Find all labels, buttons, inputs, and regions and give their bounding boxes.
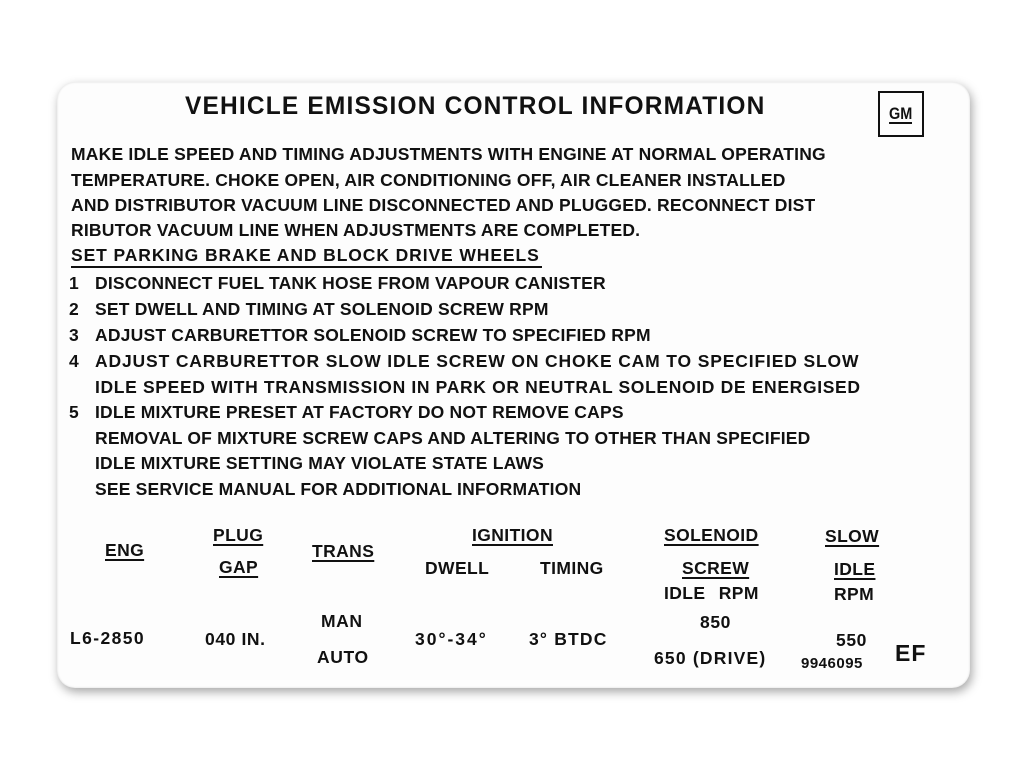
step-2-text: SET DWELL AND TIMING AT SOLENOID SCREW RPM bbox=[95, 299, 549, 319]
intro-line-3: AND DISTRIBUTOR VACUUM LINE DISCONNECTED AND PLUGGED. RECONNECT DIST bbox=[71, 195, 816, 215]
header-gap: GAP bbox=[219, 557, 259, 577]
warning-heading: SET PARKING BRAKE AND BLOCK DRIVE WHEELS bbox=[71, 244, 542, 268]
part-number: 9946095 bbox=[801, 655, 863, 672]
value-solenoid-auto: 650 (DRIVE) bbox=[654, 648, 767, 668]
header-timing: TIMING bbox=[540, 558, 604, 578]
step-4-number: 4 bbox=[69, 351, 79, 371]
gm-logo-text: GM bbox=[889, 103, 913, 123]
step-5-text-line-2: REMOVAL OF MIXTURE SCREW CAPS AND ALTERING TO OTHER THAN SPECIFIED bbox=[95, 428, 811, 448]
step-1-number: 1 bbox=[69, 273, 79, 293]
header-eng: ENG bbox=[105, 540, 145, 560]
value-trans-man: MAN bbox=[321, 611, 363, 631]
step-1-text: DISCONNECT FUEL TANK HOSE FROM VAPOUR CANISTER bbox=[95, 273, 606, 293]
label-code: EF bbox=[895, 640, 927, 666]
header-screw: SCREW bbox=[682, 558, 750, 578]
step-5-text-line-3: IDLE MIXTURE SETTING MAY VIOLATE STATE LAWS bbox=[95, 453, 545, 473]
header-solenoid-idle-rpm: IDLE RPM bbox=[664, 583, 759, 603]
step-2-number: 2 bbox=[69, 299, 79, 319]
intro-line-4: RIBUTOR VACUUM LINE WHEN ADJUSTMENTS ARE COMPLETED. bbox=[71, 220, 641, 240]
header-ignition: IGNITION bbox=[472, 525, 553, 545]
step-3-text: ADJUST CARBURETTOR SOLENOID SCREW TO SPECIFIED RPM bbox=[95, 325, 651, 345]
header-slow: SLOW bbox=[825, 526, 880, 546]
step-5-number: 5 bbox=[69, 402, 79, 422]
step-3-number: 3 bbox=[69, 325, 79, 345]
value-eng: L6-2850 bbox=[70, 628, 145, 648]
step-5-text-line-4: SEE SERVICE MANUAL FOR ADDITIONAL INFORMATION bbox=[95, 479, 582, 499]
value-slow-idle: 550 bbox=[836, 630, 867, 650]
value-gap: 040 IN. bbox=[205, 629, 266, 649]
value-solenoid-man: 850 bbox=[700, 612, 731, 632]
header-solenoid: SOLENOID bbox=[664, 525, 759, 545]
step-4-text-line-1: ADJUST CARBURETTOR SLOW IDLE SCREW ON CHOKE CAM TO SPECIFIED SLOW bbox=[95, 351, 860, 371]
header-plug: PLUG bbox=[213, 525, 264, 545]
header-dwell: DWELL bbox=[425, 558, 490, 578]
value-dwell: 30°-34° bbox=[415, 629, 488, 649]
header-rpm: RPM bbox=[834, 584, 875, 604]
header-trans: TRANS bbox=[312, 541, 375, 561]
step-4-text-line-2: IDLE SPEED WITH TRANSMISSION IN PARK OR NEUTRAL SOLENOID DE ENERGISED bbox=[95, 377, 861, 397]
value-timing: 3° BTDC bbox=[529, 629, 608, 649]
gm-logo bbox=[878, 91, 924, 137]
value-trans-auto: AUTO bbox=[317, 647, 369, 667]
intro-line-2: TEMPERATURE. CHOKE OPEN, AIR CONDITIONING OFF, AIR CLEANER INSTALLED bbox=[71, 170, 786, 190]
label-title: VEHICLE EMISSION CONTROL INFORMATION bbox=[185, 92, 766, 120]
emission-label-card bbox=[57, 82, 970, 688]
intro-line-1: MAKE IDLE SPEED AND TIMING ADJUSTMENTS WITH ENGINE AT NORMAL OPERATING bbox=[71, 144, 826, 164]
header-idle: IDLE bbox=[834, 559, 876, 579]
step-5-text-line-1: IDLE MIXTURE PRESET AT FACTORY DO NOT REMOVE CAPS bbox=[95, 402, 624, 422]
